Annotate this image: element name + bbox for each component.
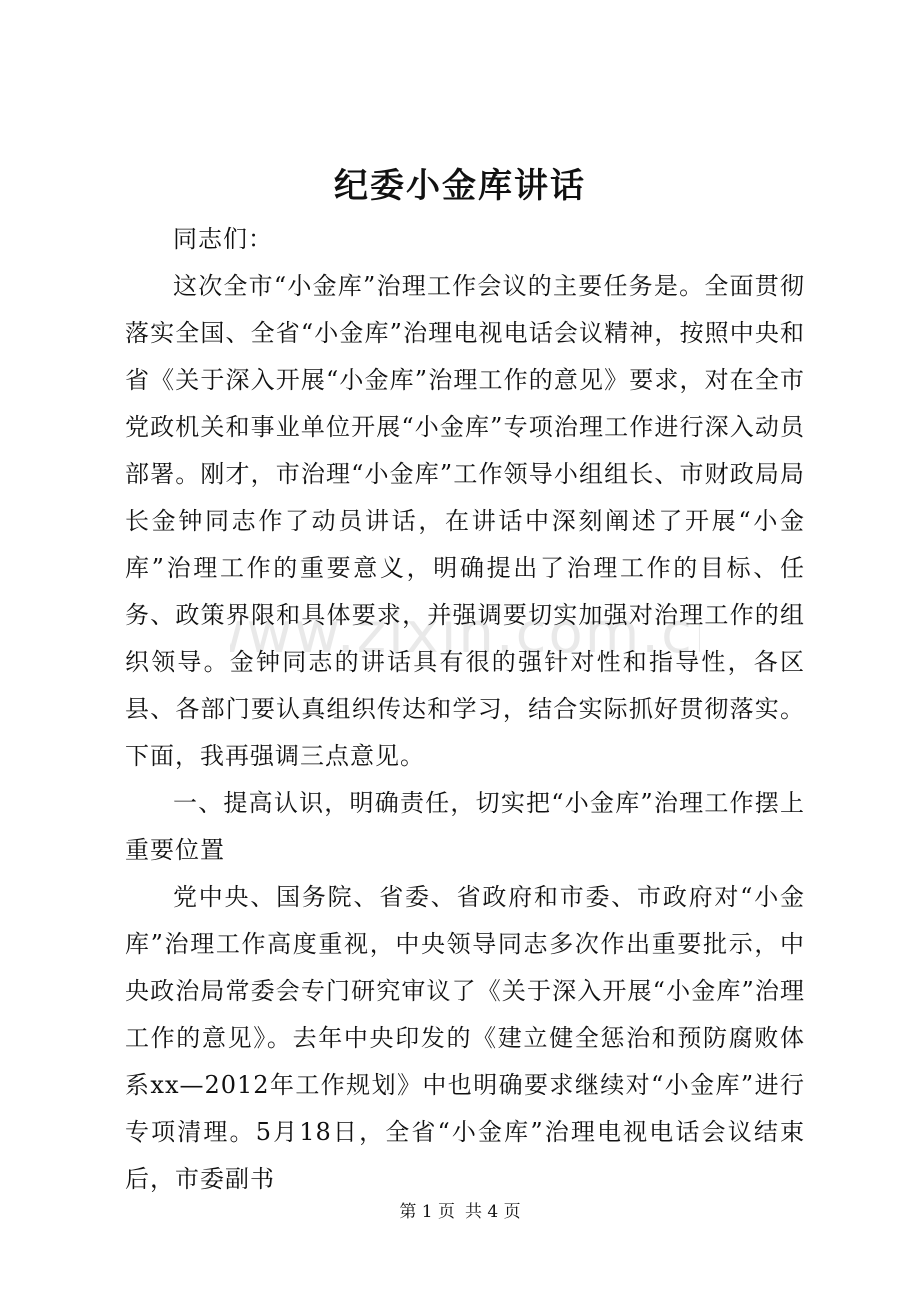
document-body [125, 216, 805, 1203]
document-title: 纪委小金库讲话 [334, 166, 586, 206]
section-heading-1: 一、提高认识，明确责任，切实把“小金库”治理工作摆上重要位置 [125, 789, 805, 864]
page-total-label: 共 4 页 [465, 1202, 521, 1222]
page-footer [0, 1200, 920, 1224]
section-paragraph-1: 党中央、国务院、省委、省政府和市委、市政府对“小金库”治理工作高度重视，中央领导同志多次作出重要批示，中央政治局常委会专门研究审议了《关于深入开展“小金库”治理工作的意见》。去年中央印发的《建立健全惩治和预防腐败体系xx—2012年工作规划》中也明确要求继续对“小金库”进行专项清理。5月18日，全省“小金库”治理电视电话会议结束后，市委副书 [125, 883, 805, 1193]
svg-text:www.zixin.com.cn: ww.zixin.com.c [246, 601, 694, 666]
salutation-paragraph: 同志们： [173, 225, 273, 253]
page-number-label: 第 1 页 [399, 1202, 455, 1222]
intro-paragraph: 这次全市“小金库”治理工作会议的主要任务是。全面贯彻落实全国、全省“小金库”治理电视电话会议精神，按照中央和省《关于深入开展“小金库”治理工作的意见》要求，对在全市党政机关和事业单位开展“小金库”专项治理工作进行深入动员部署。刚才，市治理“小金库”工作领导小组组长、市财政局局长金钟同志作了动员讲话，在讲话中深刻阐述了开展“小金库”治理工作的重要意义，明确提出了治理工作的目标、任务、政策界限和具体要求，并强调要切实加强对治理工作的组织领导。金钟同志的讲话具有很的强针对性和指导性，各区县、各部门要认真组织传达和学习，结合实际抓好贯彻落实。下面，我再强调三点意见。 [125, 272, 805, 770]
